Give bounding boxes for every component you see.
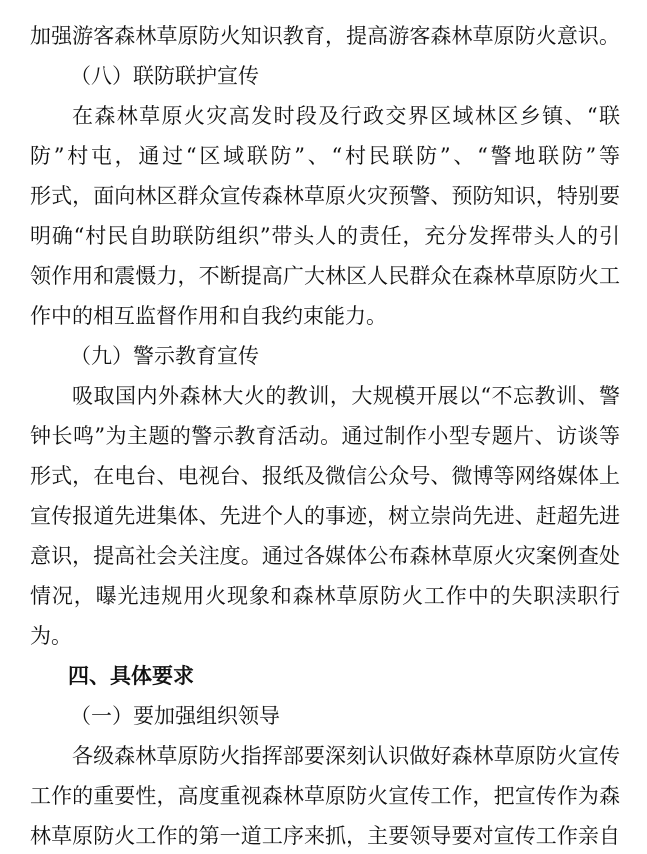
paragraph-line: 为。 [30,624,72,648]
paragraph-line: 作中的相互监督作用和自我约束能力。 [30,304,387,328]
paragraph-line: 加强游客森林草原防火知识教育，提高游客森林草原防火意识。 [30,24,620,48]
paragraph-line: 防”村屯，通过“区域联防”、“村民联防”、“警地联防”等 [30,144,620,168]
section-heading: （九）警示教育宣传 [70,344,259,368]
paragraph-line: 情况，曝光违规用火现象和森林草原防火工作中的失职渎职行 [30,584,620,608]
paragraph-line: 林草原防火工作的第一道工序来抓，主要领导要对宣传工作亲自 [30,824,620,848]
section-heading: （八）联防联护宣传 [70,64,259,88]
paragraph-line: 在森林草原火灾高发时段及行政交界区域林区乡镇、“联 [72,104,620,128]
section-heading: （一）要加强组织领导 [70,704,280,728]
chapter-heading: 四、具体要求 [68,663,194,688]
paragraph-line: 钟长鸣”为主题的警示教育活动。通过制作小型专题片、访谈等 [30,424,620,448]
paragraph-line: 领作用和震慑力，不断提高广大林区人民群众在森林草原防火工 [30,264,620,288]
paragraph-line: 工作的重要性，高度重视森林草原防火宣传工作，把宣传作为森 [30,784,620,808]
paragraph-line: 吸取国内外森林大火的教训，大规模开展以“不忘教训、警 [72,384,620,408]
paragraph-line: 意识，提高社会关注度。通过各媒体公布森林草原火灾案例查处 [30,544,620,568]
paragraph-line: 明确“村民自助联防组织”带头人的责任，充分发挥带头人的引 [30,224,620,248]
paragraph-line: 宣传报道先进集体、先进个人的事迹，树立崇尚先进、赶超先进 [30,504,620,528]
paragraph-line: 各级森林草原防火指挥部要深刻认识做好森林草原防火宣传 [72,744,620,768]
paragraph-line: 形式，面向林区群众宣传森林草原火灾预警、预防知识，特别要 [30,184,620,208]
paragraph-line: 形式，在电台、电视台、报纸及微信公众号、微博等网络媒体上 [30,464,620,488]
